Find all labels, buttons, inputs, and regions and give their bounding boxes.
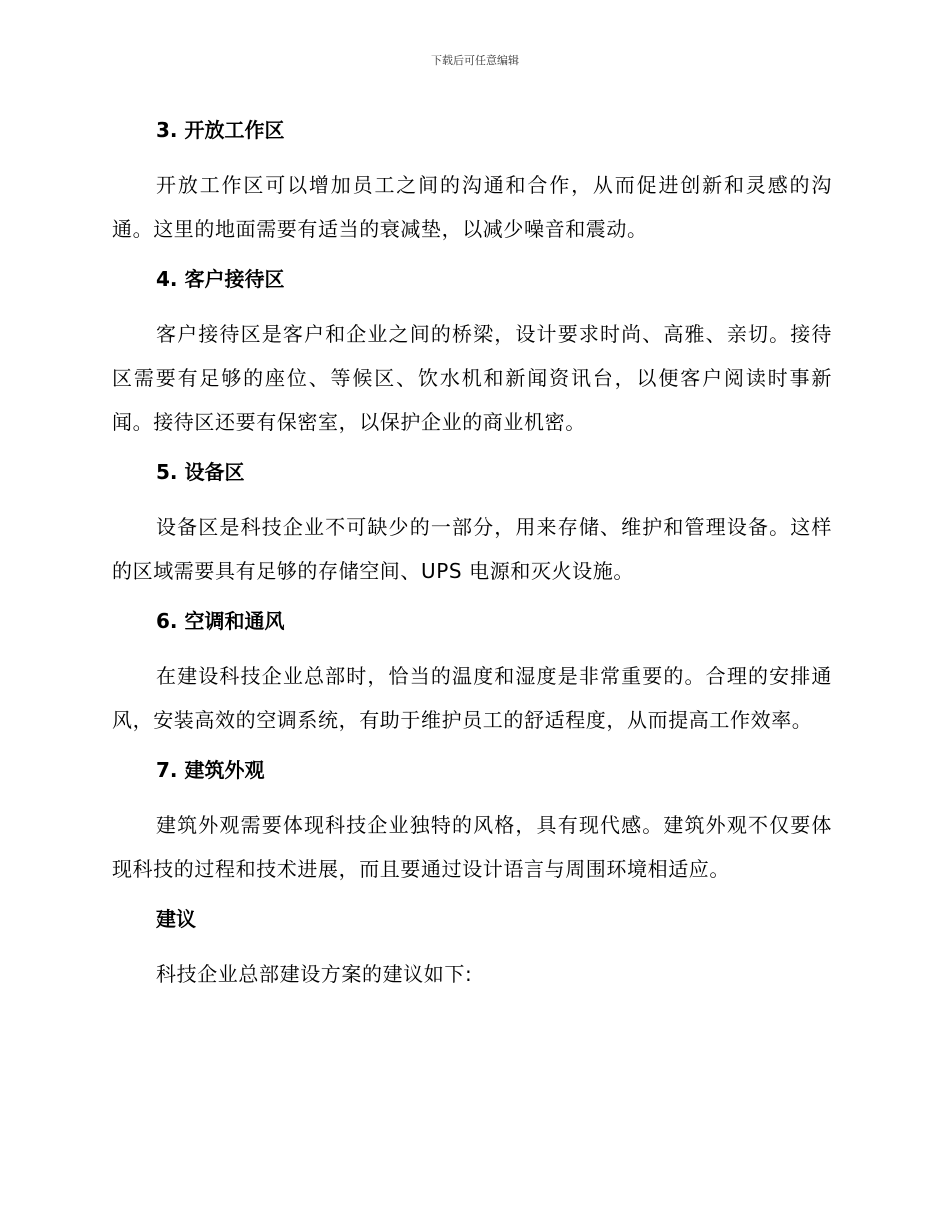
section-paragraph-open-workspace: 开放工作区可以增加员工之间的沟通和合作，从而促进创新和灵感的沟通。这里的地面需要有适当的衰减垫，以减少噪音和震动。 xyxy=(112,173,832,241)
section-paragraph-equipment: 设备区是科技企业不可缺少的一部分，用来存储、维护和管理设备。这样的区域需要具有足够的存储空间、UPS 电源和灭火设施。 xyxy=(112,515,832,583)
page-header: 下载后可任意编辑 xyxy=(431,54,519,67)
section-paragraph-reception: 客户接待区是客户和企业之间的桥梁，设计要求时尚、高雅、亲切。接待区需要有足够的座位、等候区、饮水机和新闻资讯台，以便客户阅读时事新闻。接待区还要有保密室，以保护企业的商业机密。 xyxy=(112,322,832,434)
section-heading-equipment: 5. 设备区 xyxy=(156,460,245,484)
document-body xyxy=(112,112,832,996)
section-paragraph-hvac: 在建设科技企业总部时，恰当的温度和湿度是非常重要的。合理的安排通风，安装高效的空调系统，有助于维护员工的舒适程度，从而提高工作效率。 xyxy=(112,664,832,732)
section-heading-hvac: 6. 空调和通风 xyxy=(156,609,285,633)
section-heading-reception: 4. 客户接待区 xyxy=(156,267,285,291)
section-heading-open-workspace: 3. 开放工作区 xyxy=(156,118,285,142)
section-heading-exterior: 7. 建筑外观 xyxy=(156,758,265,782)
section-paragraph-exterior: 建筑外观需要体现科技企业独特的风格，具有现代感。建筑外观不仅要体现科技的过程和技术进展，而且要通过设计语言与周围环境相适应。 xyxy=(112,813,832,881)
section-paragraph-suggestions: 科技企业总部建设方案的建议如下: xyxy=(156,962,473,986)
section-heading-suggestions: 建议 xyxy=(156,907,196,931)
